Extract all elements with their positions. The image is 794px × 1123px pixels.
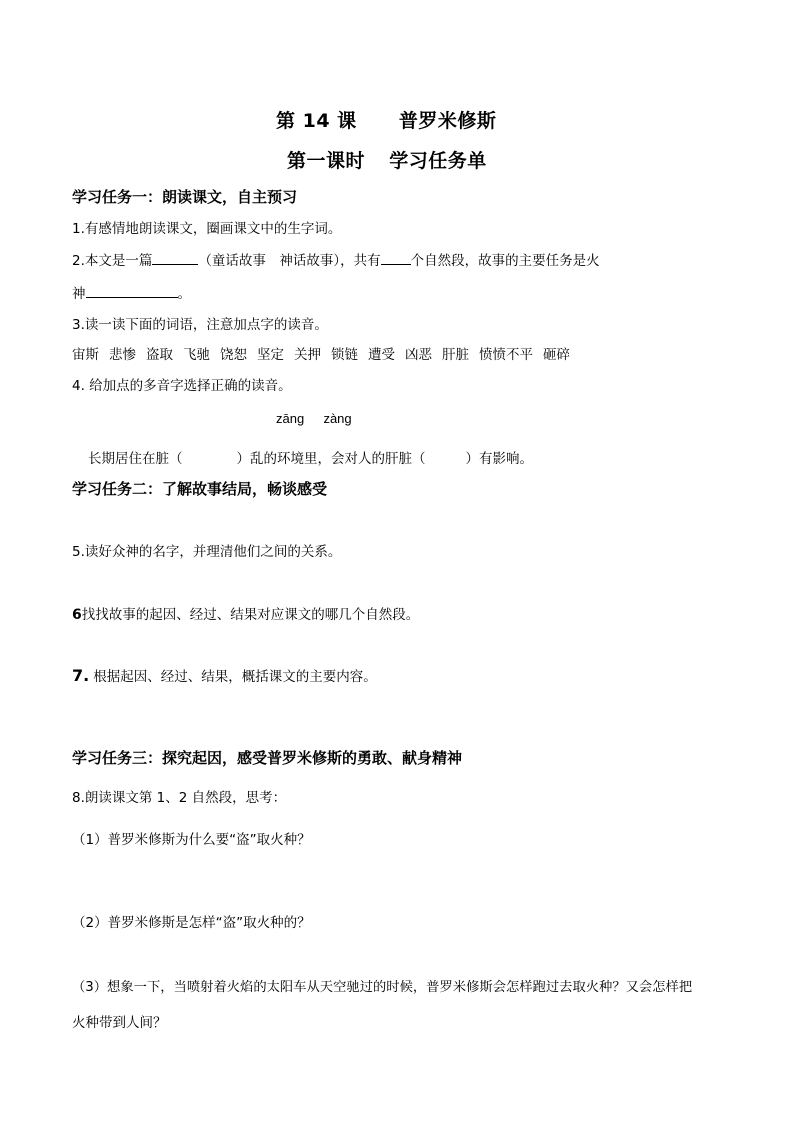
question-8-2: （2）普罗米修斯是怎样“盗”取火种的？ (72, 915, 311, 931)
word-item: 锁链 (331, 347, 358, 363)
task3-heading: 学习任务三：探究起因，感受普罗米修斯的勇敢、献身精神 (72, 749, 463, 767)
word-item: 肝脏 (442, 347, 469, 363)
question-6: 6找找故事的起因、经过、结果对应课文的哪几个自然段。 (72, 607, 420, 623)
subtitle-period: 第一课时 (287, 150, 366, 172)
pinyin-option-1: zāng (276, 411, 305, 426)
question-1: 1.有感情地朗读课文，圈画课文中的生字词。 (72, 221, 342, 237)
question-8: 8.朗读课文第 1、2 自然段，思考： (72, 790, 287, 806)
answer-blank-main-task[interactable] (86, 285, 178, 298)
word-item: 遭受 (368, 347, 395, 363)
lesson-name: 普罗米修斯 (398, 110, 497, 132)
pinyin-option-2: zàng (323, 411, 352, 426)
question-7: 7. 根据起因、经过、结果，概括课文的主要内容。 (72, 666, 377, 685)
question-5: 5.读好众神的名字，并理清他们之间的关系。 (72, 544, 342, 560)
question-2-line1: 2.本文是一篇 （童话故事 神话故事），共有 个自然段，故事的主要任务是火 (72, 253, 600, 269)
question-3: 3.读一读下面的词语，注意加点字的读音。 (72, 317, 328, 333)
subtitle-worksheet: 学习任务单 (389, 150, 487, 172)
word-item: 坚定 (257, 347, 284, 363)
question-2-line2: 神 。 (72, 286, 191, 302)
word-item: 盗取 (146, 347, 173, 363)
lesson-number: 第 14 课 (276, 110, 357, 132)
word-item: 悲惨 (109, 347, 136, 363)
word-item: 关押 (294, 347, 321, 363)
question-4-sentence: 长期居住在脏（ ）乱的环境里，会对人的肝脏（ ）有影响。 (88, 451, 533, 467)
task1-heading: 学习任务一：朗读课文，自主预习 (72, 188, 298, 206)
word-item: 砸碎 (543, 347, 570, 363)
word-list (72, 343, 580, 363)
task2-heading: 学习任务二：了解故事结局，畅谈感受 (72, 480, 328, 498)
word-item: 饶恕 (220, 347, 247, 363)
question-8-3-line1: （3）想象一下，当喷射着火焰的太阳车从天空驰过的时候，普罗米修斯会怎样跑过去取火种？又会怎样把 (72, 980, 693, 995)
answer-blank-paragraph-count[interactable] (381, 252, 411, 265)
word-item: 愤愤不平 (479, 347, 533, 363)
pinyin-options (276, 411, 352, 426)
word-item: 宙斯 (72, 347, 99, 363)
question-8-1: （1）普罗米修斯为什么要“盗”取火种？ (72, 832, 311, 848)
question-4: 4. 给加点的多音字选择正确的读音。 (72, 378, 292, 394)
question-8-3-line2: 火种带到人间？ (72, 1015, 167, 1031)
answer-blank-genre[interactable] (152, 252, 198, 265)
lesson-title (276, 106, 496, 133)
word-item: 凶恶 (405, 347, 432, 363)
word-item: 飞驰 (183, 347, 210, 363)
lesson-subtitle (287, 146, 487, 173)
